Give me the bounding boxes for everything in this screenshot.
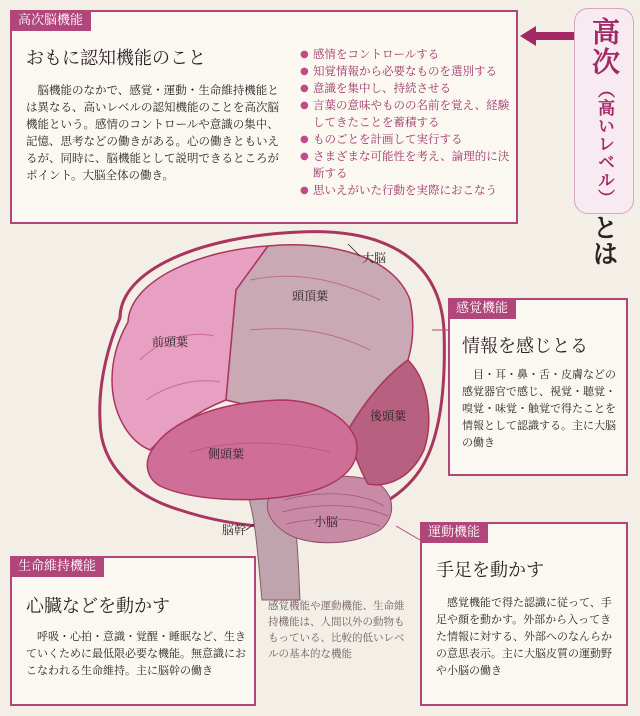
label-brainstem: 脳幹: [222, 523, 247, 537]
basic-function-note: 感覚機能や運動機能、生命維持機能は、人間以外の動物ももっている、比較的低いレベルの基本的な機能: [268, 600, 405, 660]
higher-brain-function-body: 脳機能のなかで、感覚・運動・生命維持機能とは異なる、高いレベルの認知機能のことを高次脳機能という。感情のコントロールや意識の集中、記憶、思考などの働きがある。心の働きともいえるが、同時に、脳機能として説明できるところがポイント。大脳全体の働き。: [26, 83, 279, 182]
label-frontal: 前頭葉: [152, 335, 189, 349]
function-list: [300, 46, 514, 199]
motor-function-box: [420, 522, 628, 706]
sensory-function-heading: 情報を感じとる: [462, 336, 588, 357]
title-sub: （高いレベル）: [594, 81, 614, 207]
title-toha: とは: [588, 214, 618, 266]
function-item: ● 感情をコントロールする: [300, 46, 514, 63]
title-main: 高次: [588, 17, 621, 77]
motor-function-heading: 手足を動かす: [436, 560, 544, 581]
motor-function-body: 感覚機能で得た認識に従って、手足や顔を動かす。外部から入ってきた情報に対する、外部へのなんらかの意思表示。主に大脳皮質の運動野や小脳の働き: [436, 596, 612, 677]
left-arrow-icon: [520, 26, 578, 46]
sensory-function-body: 目・耳・鼻・舌・皮膚などの感覚器官で感じ、視覚・聴覚・嗅覚・味覚・触覚で得たことを情報として認識する。主に大脳の働き: [462, 368, 616, 449]
connector-motor: [396, 526, 420, 540]
life-support-function-box: [10, 556, 256, 706]
function-item: ● 言葉の意味やものの名前を覚え、経験してきたことを蓄積する: [300, 97, 514, 131]
label-occipital: 後頭葉: [370, 409, 407, 423]
sensory-function-box: [448, 298, 628, 476]
function-item: ● 知覚情報から必要なものを選別する: [300, 63, 514, 80]
higher-brain-function-heading: おもに認知機能のこと: [26, 48, 206, 69]
higher-brain-function-label: 高次脳機能: [10, 10, 91, 31]
function-item: ● さまざまな可能性を考え、論理的に決断する: [300, 148, 514, 182]
life-support-function-label: 生命維持機能: [10, 556, 104, 577]
label-cerebellum: 小脳: [314, 515, 339, 529]
motor-function-label: 運動機能: [420, 522, 488, 543]
label-cerebrum: 大脳: [362, 251, 387, 265]
function-item: ● 思いえがいた行動を実際におこなう: [300, 182, 514, 199]
label-parietal: 頭頂葉: [292, 289, 329, 303]
function-item: ● 意識を集中し、持続させる: [300, 80, 514, 97]
title-pill: [574, 8, 634, 214]
sensory-function-label: 感覚機能: [448, 298, 516, 319]
function-item: ● ものごとを計画して実行する: [300, 131, 514, 148]
higher-brain-function-box: [10, 10, 518, 224]
life-support-function-heading: 心臓などを動かす: [26, 596, 170, 617]
life-support-function-body: 呼吸・心拍・意識・覚醒・睡眠など、生きていくために最低限必要な機能。無意識におこなわれる生命維持。主に脳幹の働き: [26, 630, 246, 677]
label-temporal: 側頭葉: [208, 447, 245, 461]
